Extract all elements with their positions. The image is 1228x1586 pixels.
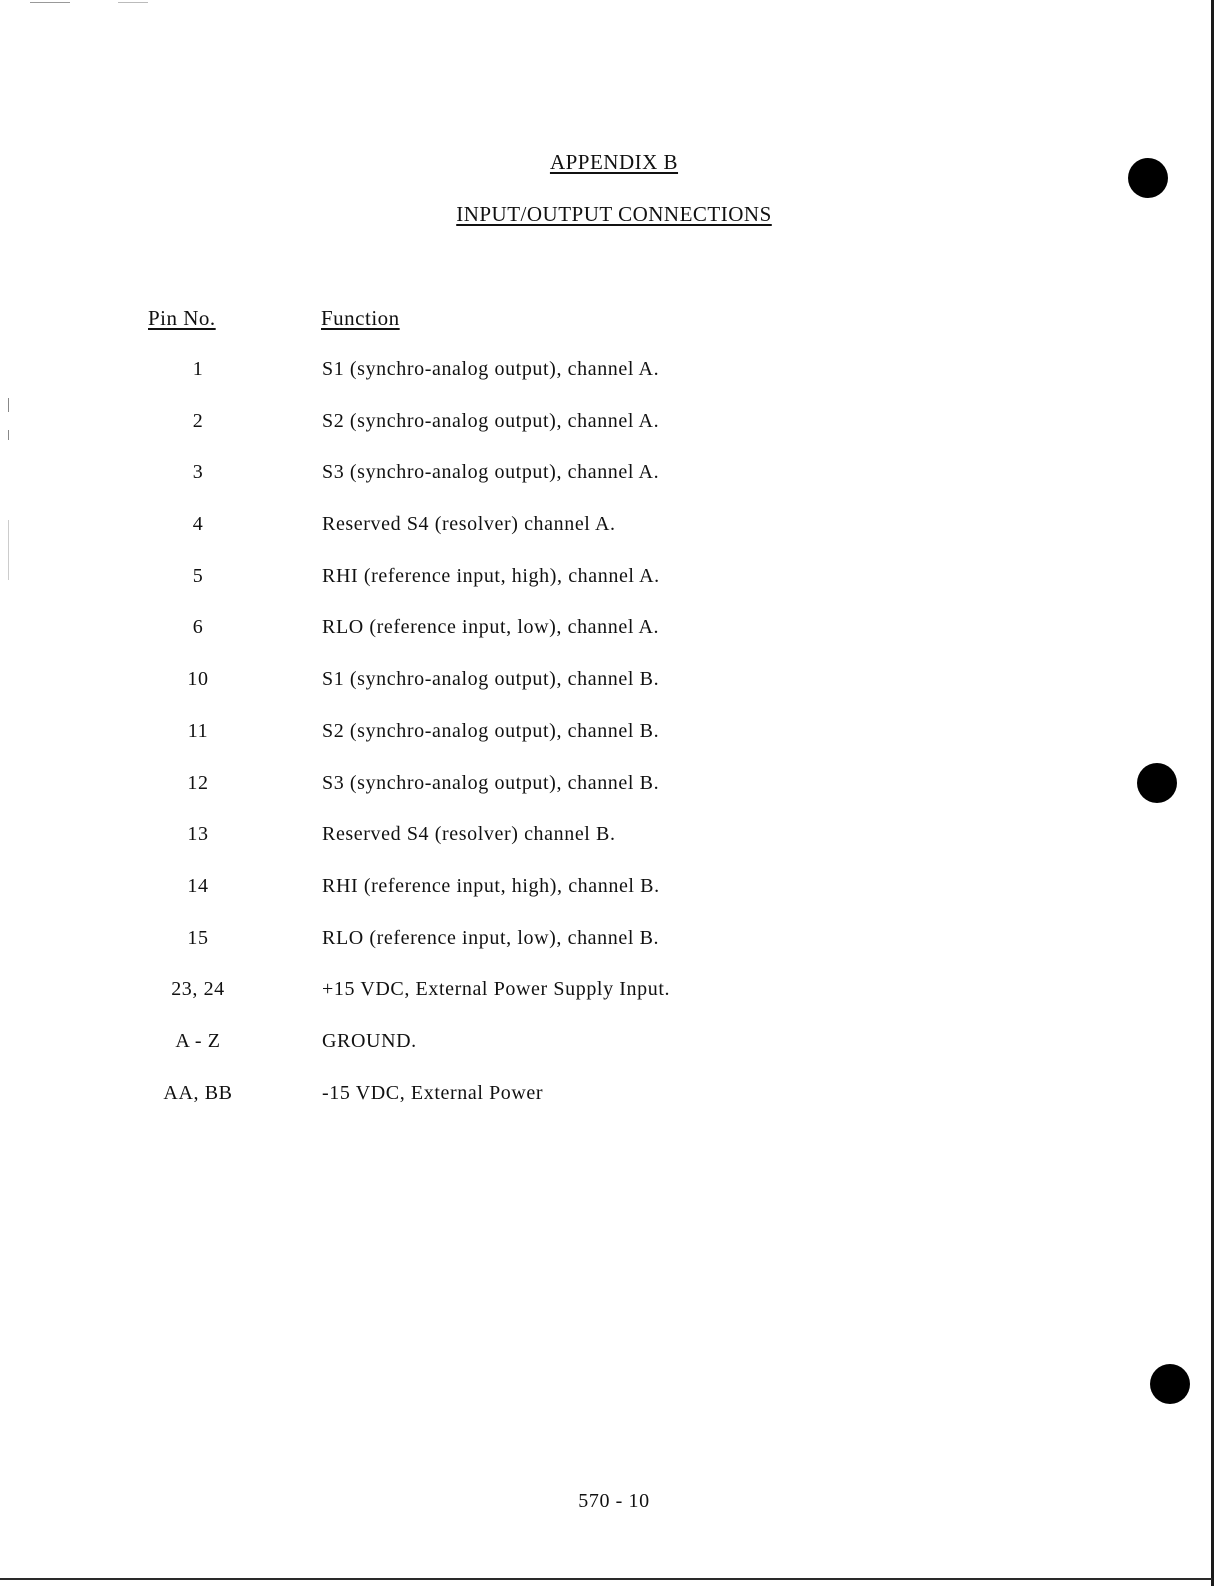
table-row: [0, 668, 1228, 720]
pin-number: 23, 24: [171, 978, 225, 1001]
scan-speck: [30, 2, 70, 3]
table-row: [0, 978, 1228, 1030]
pin-function: S1 (synchro-analog output), channel B.: [322, 668, 660, 691]
pin-number: 5: [192, 564, 204, 587]
table-row: [0, 875, 1228, 927]
table-row: [0, 513, 1228, 565]
pin-function: Reserved S4 (resolver) channel A.: [322, 513, 616, 536]
pin-function: -15 VDC, External Power: [322, 1081, 544, 1104]
table-row: [0, 1030, 1228, 1082]
pin-column-header: Pin No.: [148, 306, 216, 330]
appendix-title: [0, 150, 1228, 175]
section-title-text: INPUT/OUTPUT CONNECTIONS: [456, 202, 772, 226]
pin-function: S1 (synchro-analog output), channel A.: [322, 358, 660, 380]
appendix-title-text: APPENDIX B: [549, 150, 679, 174]
page-number: 570 - 10: [578, 1490, 650, 1512]
pin-function: Reserved S4 (resolver) channel B.: [322, 823, 616, 846]
punch-hole: [1150, 1364, 1190, 1404]
table-row: [0, 461, 1228, 513]
scan-speck: [118, 2, 148, 3]
table-row: [0, 616, 1228, 668]
pin-number: A - Z: [175, 1029, 221, 1052]
pin-number: 13: [187, 823, 209, 846]
table-row: [0, 358, 1228, 410]
pin-function: RLO (reference input, low), channel A.: [322, 616, 660, 639]
pin-number: 12: [187, 771, 209, 794]
function-column-header: Function: [321, 306, 400, 330]
pin-number: 10: [187, 668, 209, 691]
scan-edge-bottom: [0, 1578, 1212, 1580]
pin-function: S3 (synchro-analog output), channel A.: [322, 461, 660, 484]
connections-table: [0, 358, 1228, 1133]
pin-function: +15 VDC, External Power Supply Input.: [322, 978, 671, 1001]
pin-function: GROUND.: [322, 1029, 417, 1052]
table-row: [0, 927, 1228, 979]
table-row: [0, 1082, 1228, 1134]
pin-number: 1: [192, 358, 204, 380]
pin-function: S3 (synchro-analog output), channel B.: [322, 771, 660, 794]
pin-function: S2 (synchro-analog output), channel B.: [322, 719, 660, 742]
section-title: [0, 202, 1228, 227]
pin-number: 3: [192, 461, 204, 484]
pin-number: 2: [192, 409, 204, 432]
pin-number: 4: [192, 513, 204, 536]
pin-function: RLO (reference input, low), channel B.: [322, 926, 660, 949]
table-row: [0, 720, 1228, 772]
table-row: [0, 823, 1228, 875]
table-row: [0, 410, 1228, 462]
pin-function: RHI (reference input, high), channel B.: [322, 874, 660, 897]
pin-number: 14: [187, 874, 209, 897]
pin-number: AA, BB: [163, 1081, 233, 1104]
pin-number: 6: [192, 616, 204, 639]
pin-function: RHI (reference input, high), channel A.: [322, 564, 660, 587]
pin-number: 11: [187, 719, 209, 742]
pin-number: 15: [187, 926, 209, 949]
table-row: [0, 772, 1228, 824]
pin-function: S2 (synchro-analog output), channel A.: [322, 409, 660, 432]
table-row: [0, 565, 1228, 617]
